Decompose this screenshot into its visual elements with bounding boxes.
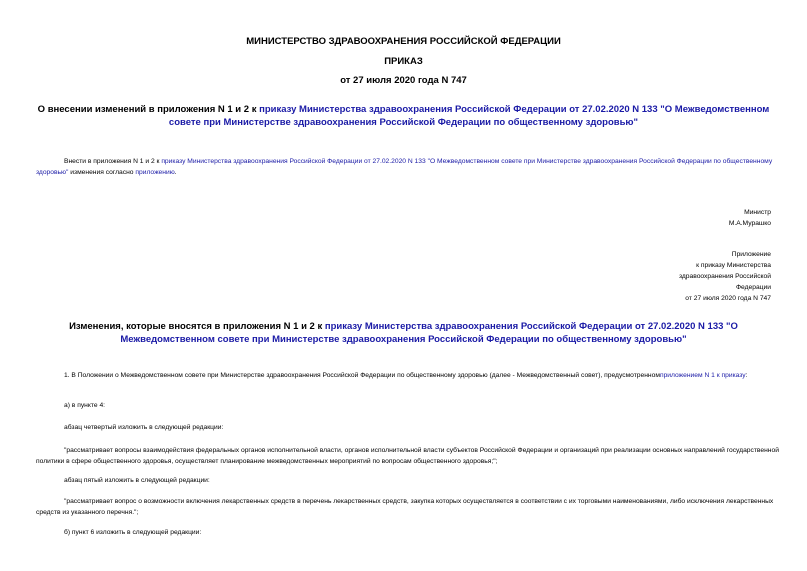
appendix-line-3: здравоохранения Российской xyxy=(678,273,771,280)
changes-title-link[interactable]: приказу Министерства здравоохранения Российской Федерации от 27.02.2020 N 133 "О Межведомственном совете при Министерстве здравоохранения Российской Федерации по общественному здоровью" xyxy=(120,321,738,345)
doc-date-heading: от 27 июля 2020 года N 747 xyxy=(340,75,467,86)
body-paragraph-6: "рассматривает вопрос о возможности включения лекарственных средств в перечень лекарственных средств, закупка которых осуществляется в соответствии с их торговыми наименованиями, либо исключения лекарственных средств из указанного перечня."; xyxy=(36,498,774,516)
appendix-line-2: к приказу Министерства xyxy=(696,262,771,269)
p1-suffix: : xyxy=(745,372,748,379)
intro-prefix: Внести в приложения N 1 и 2 к xyxy=(64,158,162,165)
body-paragraph-3: абзац четвертый изложить в следующей редакции: xyxy=(64,424,224,431)
appendix-line-4: Федерации xyxy=(735,284,771,291)
intro-appendix-link[interactable]: приложению xyxy=(135,169,175,176)
doc-type-heading: ПРИКАЗ xyxy=(384,56,423,67)
intro-suffix: . xyxy=(174,169,177,176)
signature-position: Министр xyxy=(744,209,771,216)
changes-title-prefix: Изменения, которые вносятся в приложения N 1 и 2 к xyxy=(69,321,325,332)
body-paragraph-5: абзац пятый изложить в следующей редакции: xyxy=(64,477,210,484)
order-title xyxy=(30,103,777,129)
p1-appendix-link[interactable]: приложением N 1 к приказу xyxy=(659,372,746,379)
appendix-line-1: Приложение xyxy=(731,251,771,258)
ministry-heading: МИНИСТЕРСТВО ЗДРАВООХРАНЕНИЯ РОССИЙСКОЙ ФЕДЕРАЦИИ xyxy=(246,36,561,47)
order-title-prefix: О внесении изменений в приложения N 1 и 2 к xyxy=(37,104,260,115)
intro-paragraph xyxy=(36,156,781,178)
signature-block xyxy=(571,207,771,229)
intro-order-link[interactable]: приказу Министерства здравоохранения Российской Федерации от 27.02.2020 N 133 "О Межведомственном совете при Министерстве здравоохранения Российской Федерации по общественному здоровью" xyxy=(36,158,773,176)
signature-name: М.А.Мурашко xyxy=(728,220,771,227)
changes-title xyxy=(30,320,777,346)
p1-prefix: 1. В Положении о Межведомственном совете при Министерстве здравоохранения Российской Федерации по общественному здоровью (далее - Межведомственный совет), предусмотренном xyxy=(64,372,660,379)
appendix-line-5: от 27 июля 2020 года N 747 xyxy=(685,295,771,302)
body-paragraph-7: б) пункт 6 изложить в следующей редакции: xyxy=(64,529,202,536)
appendix-reference xyxy=(571,249,771,304)
body-paragraph-4: "рассматривает вопросы взаимодействия федеральных органов исполнительной власти, органов исполнительной власти субъектов Российской Федерации и организаций при реализации основных направлений государственной политики в сфере общественного здоровья, осуществляет планирование межведомственных мероприятий по вопросам общественного здоровья;"; xyxy=(36,447,779,465)
order-title-link[interactable]: приказу Министерства здравоохранения Российской Федерации от 27.02.2020 N 133 "О Межведомственном совете при Министерстве здравоохранения Российской Федерации по общественному здоровью" xyxy=(168,104,770,128)
intro-middle: изменения согласно xyxy=(68,169,136,176)
body-paragraph-1 xyxy=(36,370,781,381)
body-paragraph-2: а) в пункте 4: xyxy=(64,402,106,409)
